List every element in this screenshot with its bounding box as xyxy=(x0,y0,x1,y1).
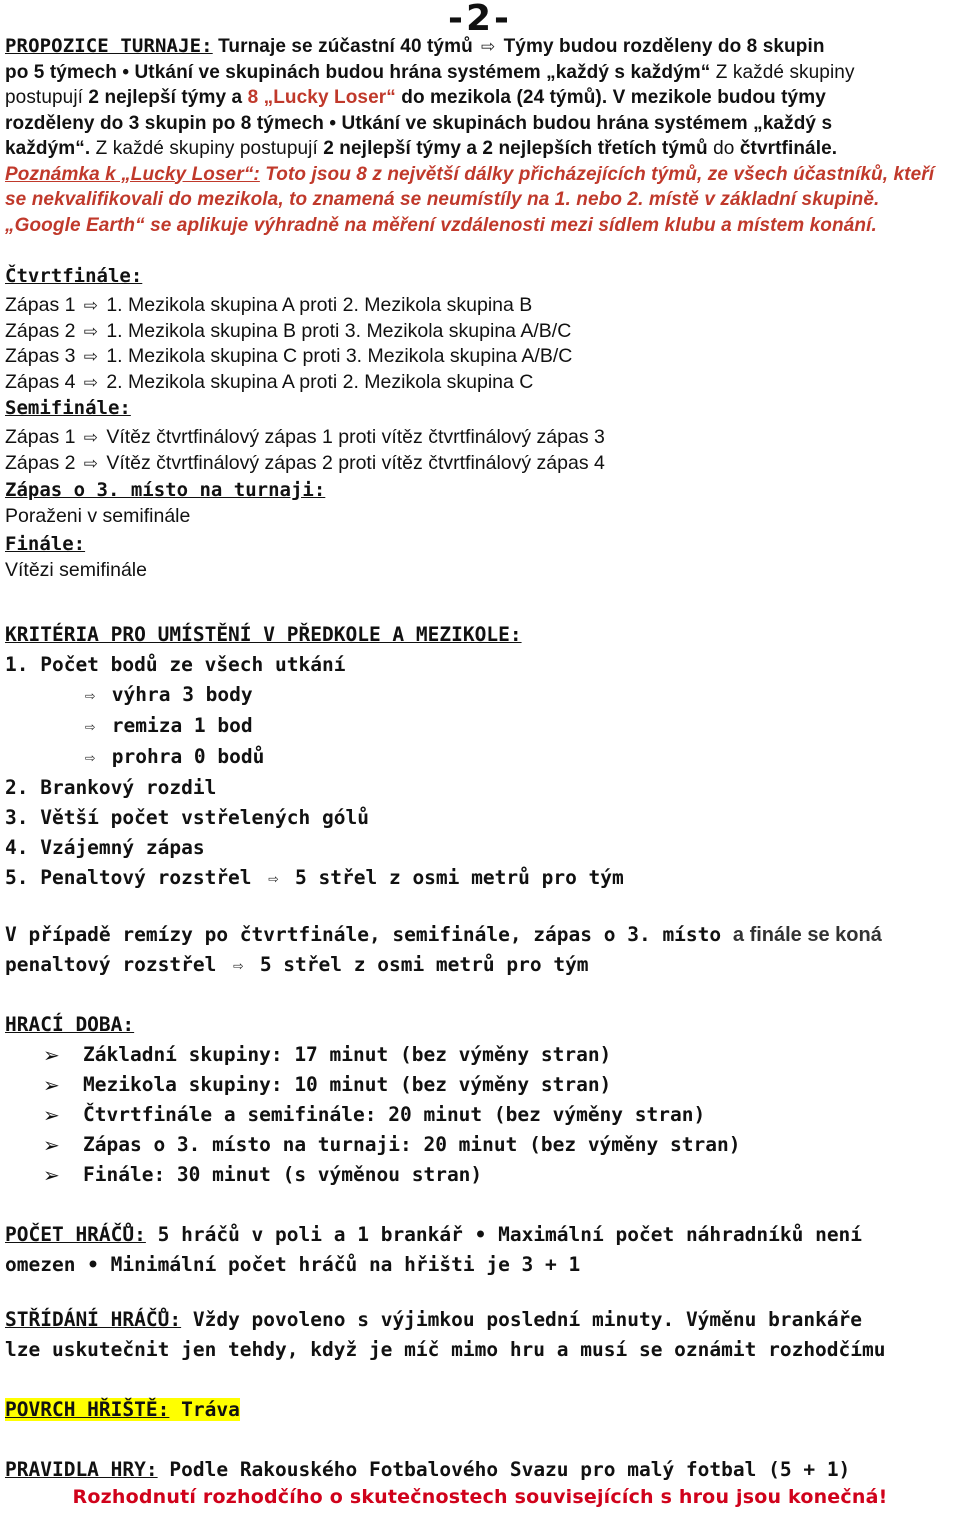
chevron-right-icon: ➢ xyxy=(43,1103,60,1127)
match-text: 1. Mezikola skupina B proti 3. Mezikola skupina A/B/C xyxy=(106,319,572,342)
match-row xyxy=(5,344,955,370)
list-text: Zápas o 3. místo na turnaji: 20 minut (bez výměny stran) xyxy=(83,1133,741,1156)
arrow-icon: ⇨ xyxy=(84,717,96,737)
match-label: Zápas 1 xyxy=(5,425,76,448)
arrow-icon: ⇨ xyxy=(83,453,99,473)
surface-value: Tráva xyxy=(181,1398,240,1421)
third-place-heading: Zápas o 3. místo na turnaji: xyxy=(5,479,326,502)
propozice-text: Turnaje se zúčastní 40 týmů xyxy=(218,36,473,57)
list-item xyxy=(5,1160,955,1190)
criteria-text: 5. Penaltový rozstřel xyxy=(5,866,252,889)
arrow-icon: ⇨ xyxy=(83,347,99,367)
match-text: 2. Mezikola skupina A proti 2. Mezikola skupina C xyxy=(106,371,534,394)
lucky-loser-text: 8 „Lucky Loser“ xyxy=(247,87,396,108)
substitution-line: lze uskutečnit jen tehdy, když je míč mimo hru a musí se oznámit rozhodčímu xyxy=(5,1338,886,1361)
criteria-text: 5 střel z osmi metrů pro tým xyxy=(295,866,624,889)
arrow-icon: ⇨ xyxy=(83,295,99,315)
points-item xyxy=(5,711,955,742)
tie-section xyxy=(5,920,955,981)
chevron-right-icon: ➢ xyxy=(43,1163,60,1187)
playing-time-section xyxy=(5,1010,955,1190)
playing-time-heading: HRACÍ DOBA: xyxy=(5,1013,135,1036)
points-text: prohra 0 bodů xyxy=(111,745,265,768)
propozice-text: Utkání ve skupinách budou hrána systémem „každý s každým“ xyxy=(134,61,711,83)
tie-line xyxy=(5,950,955,981)
tie-line xyxy=(5,920,955,950)
list-text: Základní skupiny: 17 minut (bez výměny stran) xyxy=(83,1043,612,1066)
propozice-text: Utkání ve skupinách budou hrána systémem „každý s xyxy=(341,112,833,134)
chevron-right-icon: ➢ xyxy=(43,1133,60,1157)
match-row xyxy=(5,370,955,396)
match-row xyxy=(5,293,955,319)
players-heading: POČET HRÁČŮ: xyxy=(5,1223,146,1246)
tie-text: a finále se koná xyxy=(732,924,882,946)
referee-note: Rozhodnutí rozhodčího o skutečnostech souvisejících s hrou jsou konečná! xyxy=(72,1486,888,1508)
list-item xyxy=(5,1130,955,1160)
substitution-heading: STŘÍDÁNÍ HRÁČŮ: xyxy=(5,1308,182,1331)
list-text: Čtvrtfinále a semifinále: 20 minut (bez výměny stran) xyxy=(83,1103,706,1126)
criteria-item: 1. Počet bodů ze všech utkání xyxy=(5,653,346,676)
chevron-right-icon: ➢ xyxy=(43,1073,60,1097)
rules-section xyxy=(5,1455,955,1485)
tie-text: penaltový rozstřel xyxy=(5,953,217,976)
points-text: výhra 3 body xyxy=(111,683,253,706)
note-text: Toto jsou 8 z největší dálky přicházejících týmů, ze všech účastníků, kteří se nekvalifikovali do mezikola, to znamená se neumístíly na 1. nebo 2. místě v základní skupině. „Google Earth“ se aplikuje výhradně na měření vzdálenosti mezi sídlem klubu a místem konání. xyxy=(5,163,935,236)
semifinal-heading: Semifinále: xyxy=(5,396,131,419)
propozice-text: čtvrtfinále. xyxy=(739,138,838,159)
propozice-text: 2 nejlepší týmy a 2 nejlepších třetích týmů xyxy=(323,138,708,159)
points-item xyxy=(5,742,955,773)
match-text: Vítěz čtvrtfinálový zápas 2 proti vítěz čtvrtfinálový zápas 4 xyxy=(106,451,605,474)
propozice-text: každým“. xyxy=(5,138,91,159)
criteria-item: 2. Brankový rozdil xyxy=(5,776,217,799)
arrow-icon: ⇨ xyxy=(83,373,99,393)
points-text: remiza 1 bod xyxy=(111,714,253,737)
rules-value: Podle Rakouského Fotbalového Svazu pro malý fotbal (5 + 1) xyxy=(169,1458,851,1481)
propozice-text: 2 nejlepší týmy a xyxy=(88,87,243,108)
schedule xyxy=(5,264,955,584)
propozice-text: postupují xyxy=(239,138,318,159)
propozice-text: do xyxy=(713,138,735,159)
players-line: omezen • Minimální počet hráčů na hřišti je 3 + 1 xyxy=(5,1253,581,1276)
arrow-icon: ⇨ xyxy=(84,748,96,768)
rules-line xyxy=(5,1455,955,1485)
arrow-icon: ⇨ xyxy=(83,427,99,447)
match-label: Zápas 3 xyxy=(5,345,76,368)
arrow-icon: ⇨ xyxy=(84,686,96,706)
match-row xyxy=(5,425,955,451)
match-text: 1. Mezikola skupina C proti 3. Mezikola skupina A/B/C xyxy=(106,345,573,368)
arrow-icon: ⇨ xyxy=(232,956,244,976)
propozice-text: V mezikole budou týmy xyxy=(612,87,826,108)
arrow-icon: ⇨ xyxy=(83,321,99,341)
quarterfinal-heading: Čtvrtfinále: xyxy=(5,265,143,287)
propozice-text: po 5 týmech xyxy=(5,61,117,83)
list-text: Finále: 30 minut (s výměnou stran) xyxy=(83,1163,483,1186)
players-line xyxy=(5,1220,955,1250)
propozice-text: do mezikola (24 týmů). xyxy=(401,87,608,108)
match-label: Zápas 1 xyxy=(5,293,76,316)
points-item xyxy=(5,680,955,711)
match-label: Zápas 2 xyxy=(5,319,76,342)
rules-heading: PRAVIDLA HRY: xyxy=(5,1458,158,1481)
list-item xyxy=(5,1100,955,1130)
substitution-section xyxy=(5,1305,955,1365)
criteria-item xyxy=(5,863,955,894)
list-item xyxy=(5,1070,955,1100)
players-text: 5 hráčů v poli a 1 brankář • Maximální počet náhradníků není xyxy=(157,1223,863,1246)
arrow-icon: ⇨ xyxy=(481,37,496,56)
propozice-paragraph: PROPOZICE TURNAJE: Turnaje se zúčastní 40 týmů ⇨ Týmy budou rozděleny do 8 skupin po 5 týmech • Utkání ve skupinách budou hrána systémem „každý s každým“ Z každé skupiny postupují 2 nejlepší týmy a 8 „Lucky Loser“ do mezikola (24 týmů). V mezikole budou týmy rozděleny do 3 skupin po 8 týmech • Utkání ve skupinách budou hrána systémem „každý s každým“. Z každé skupiny postupují 2 nejlepší týmy a 2 nejlepších třetích týmů do čtvrtfinále. Poznámka k „Lucky Loser“: Toto jsou 8 z největší dálky přicházejících týmů, ze všech účastníků, kteří se nekvalifikovali do mezikola, to znamená se neumístíly na 1. nebo 2. místě v základní skupině. „Google Earth“ se aplikuje výhradně na měření vzdálenosti mezi sídlem klubu a místem konání. xyxy=(5,35,935,236)
note-label: Poznámka k „Lucky Loser“: xyxy=(5,163,260,185)
tie-text: 5 střel z osmi metrů pro tým xyxy=(259,953,589,976)
propozice-text: Z každé skupiny xyxy=(95,138,235,159)
players-section xyxy=(5,1220,955,1280)
criteria-item: 3. Větší počet vstřelených gólů xyxy=(5,806,369,829)
substitution-text: Vždy povoleno s výjimkou poslední minuty. Výměnu brankáře xyxy=(192,1308,863,1331)
tie-text: V případě remízy po čtvrtfinále, semifinále, zápas o 3. místo xyxy=(5,923,722,946)
match-label: Zápas 4 xyxy=(5,371,76,394)
lucky-loser-note xyxy=(5,164,934,236)
match-text: 1. Mezikola skupina A proti 2. Mezikola skupina B xyxy=(106,293,533,316)
list-text: Mezikola skupiny: 10 minut (bez výměny stran) xyxy=(83,1073,612,1096)
substitution-line xyxy=(5,1305,955,1335)
chevron-right-icon: ➢ xyxy=(43,1043,60,1067)
propozice-text: postupují xyxy=(5,87,84,108)
third-place-text: Poraženi v semifinále xyxy=(5,505,191,528)
match-label: Zápas 2 xyxy=(5,451,76,474)
criteria-heading: KRITÉRIA PRO UMÍSTĚNÍ V PŘEDKOLE A MEZIKOLE: xyxy=(5,623,522,646)
surface-highlight xyxy=(5,1398,240,1421)
criteria-section xyxy=(5,620,955,894)
propozice-text: Týmy budou rozděleny do 8 skupin xyxy=(503,36,825,57)
arrow-icon: ⇨ xyxy=(268,869,279,889)
surface-section xyxy=(5,1395,955,1425)
surface-heading: POVRCH HŘIŠTĚ: xyxy=(5,1398,170,1421)
list-item xyxy=(5,1040,955,1070)
propozice-heading: PROPOZICE TURNAJE: xyxy=(5,35,213,57)
criteria-item: 4. Vzájemný zápas xyxy=(5,836,205,859)
match-row xyxy=(5,451,955,477)
match-text: Vítěz čtvrtfinálový zápas 1 proti vítěz čtvrtfinálový zápas 3 xyxy=(106,425,605,448)
propozice-text: Z každé skupiny xyxy=(715,61,855,83)
propozice-text: rozděleny do 3 skupin po 8 týmech xyxy=(5,112,324,134)
match-row xyxy=(5,319,955,345)
final-text: Vítězi semifinále xyxy=(5,558,147,581)
final-heading: Finále: xyxy=(5,532,86,555)
page-number: -2- xyxy=(448,0,512,39)
